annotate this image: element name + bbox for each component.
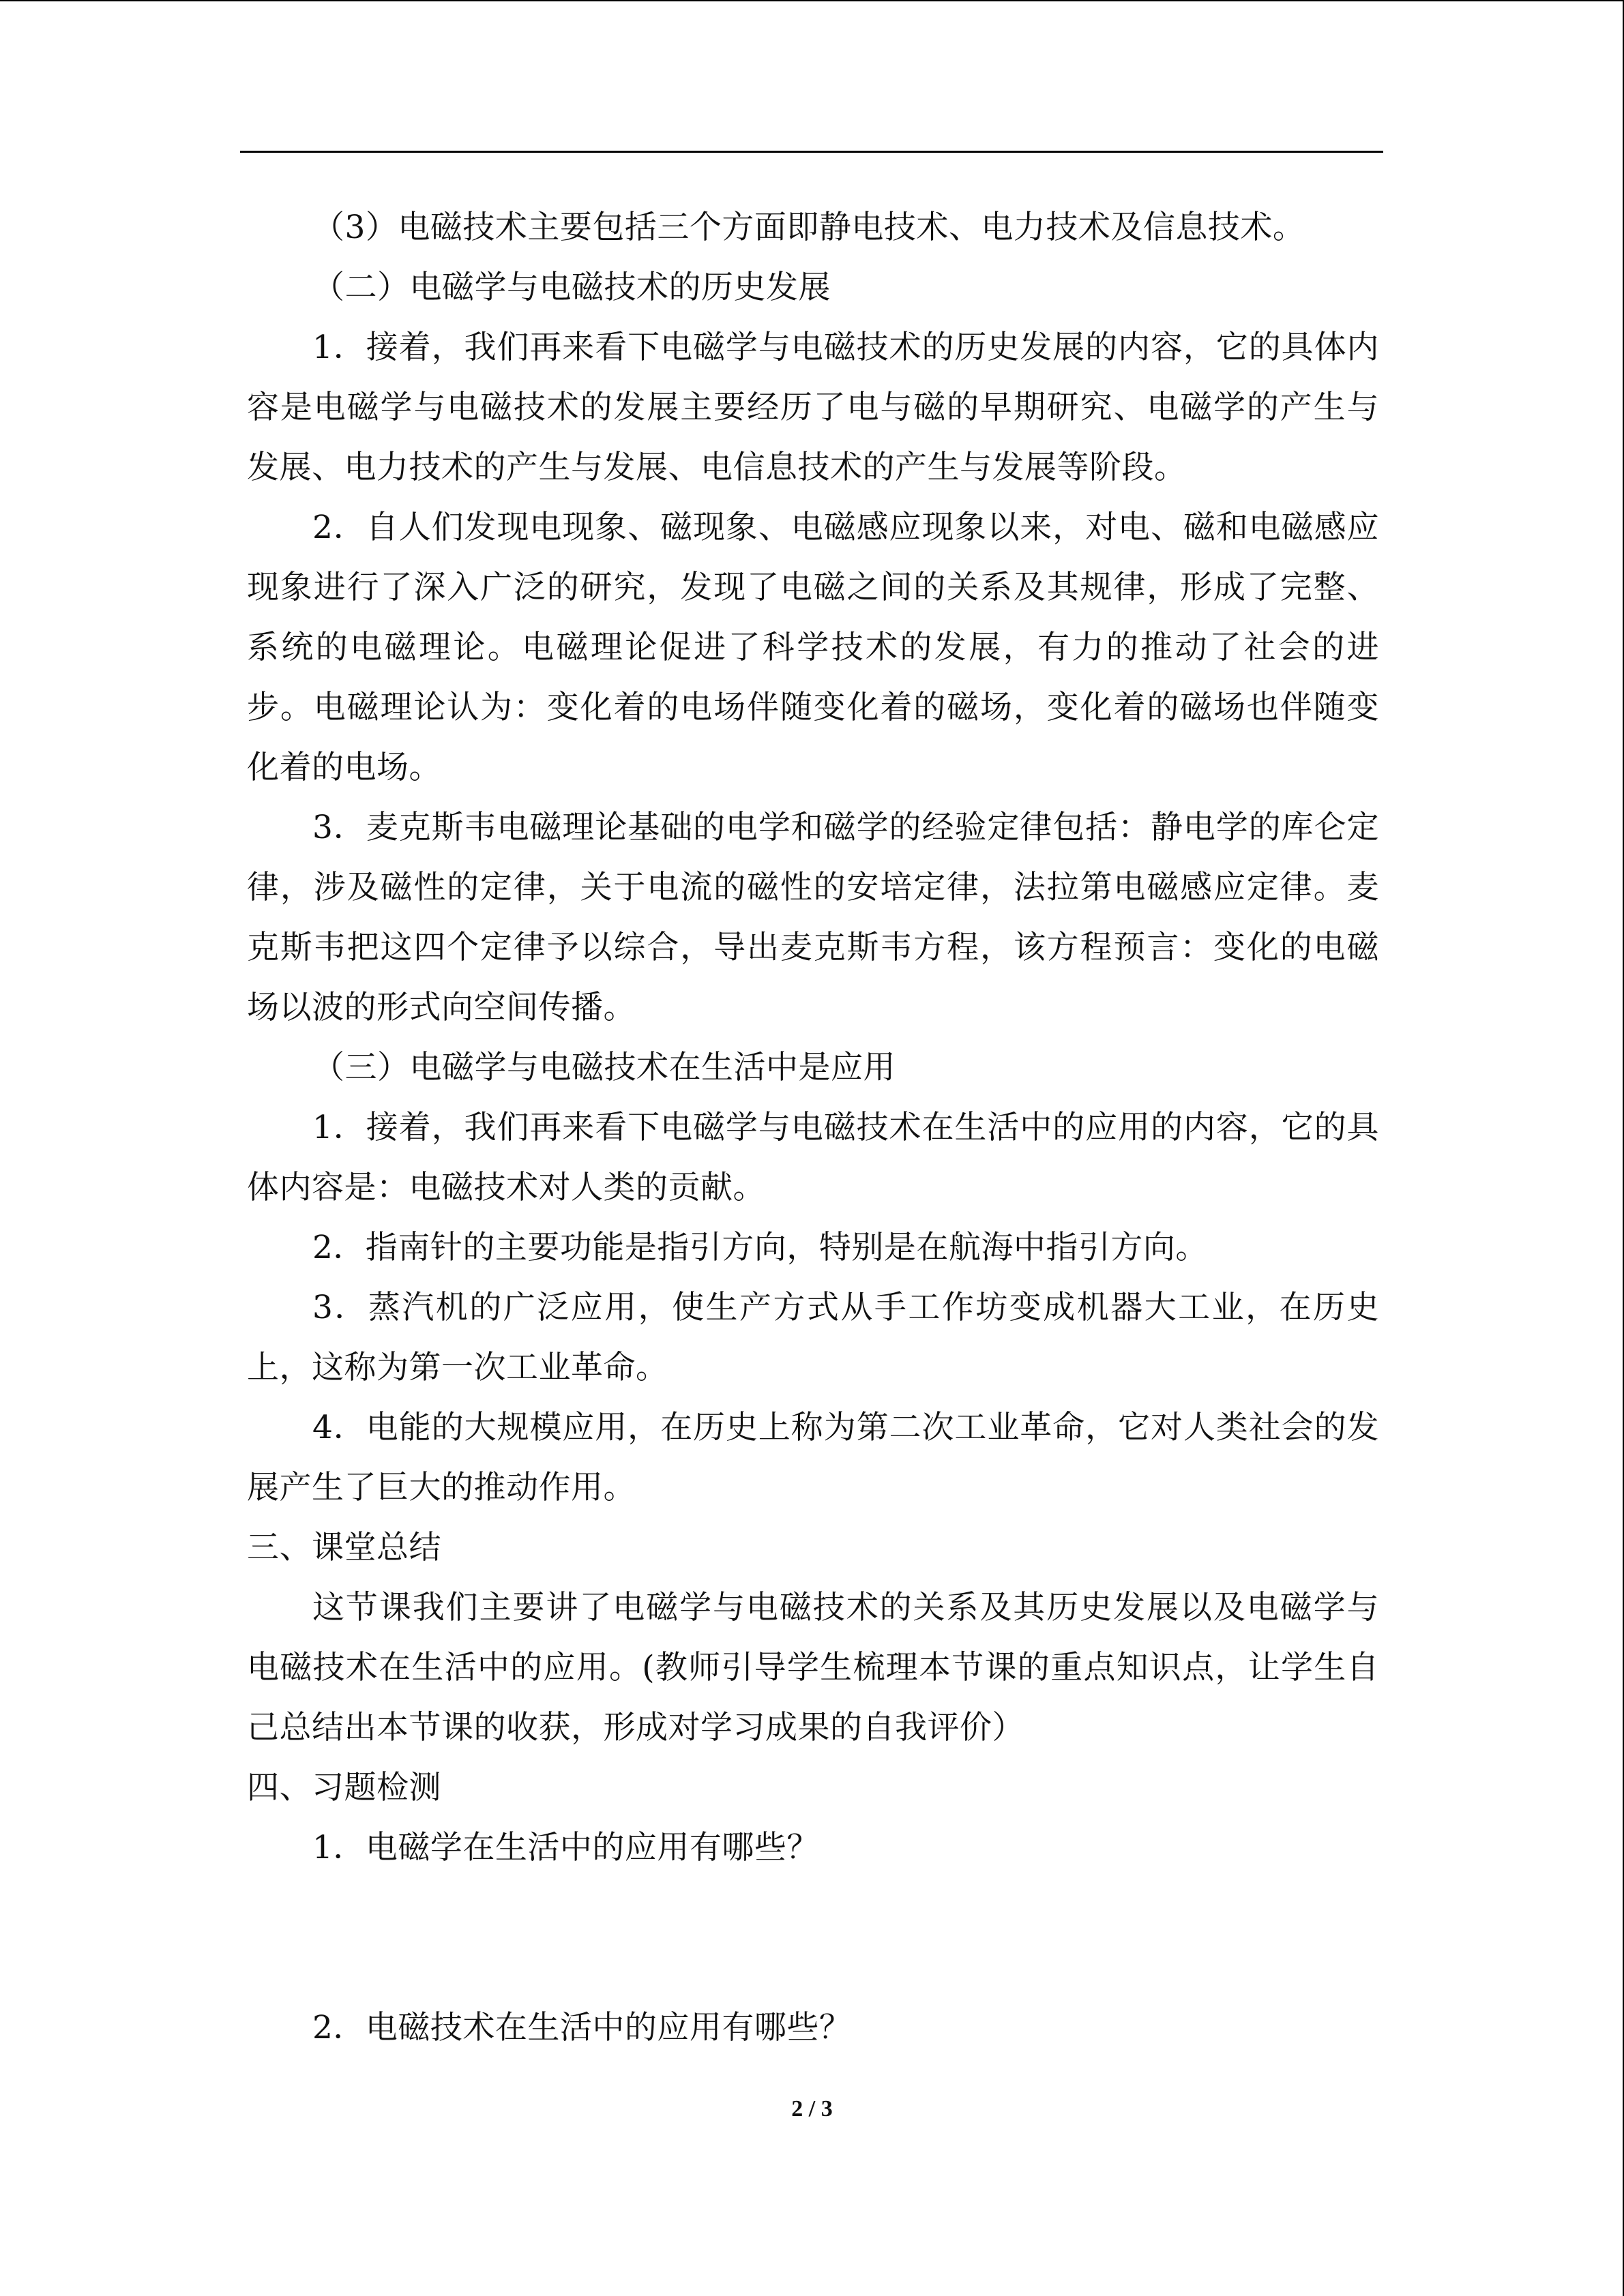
page-number: 2 / 3 [791,2096,833,2121]
exercise-question-1: 1．电磁学在生活中的应用有哪些？ [312,1829,819,1866]
exercise-question-2: 2．电磁技术在生活中的应用有哪些？ [312,2009,852,2046]
paragraph-summary: 这节课我们主要讲了电磁学与电磁技术的关系及其历史发展以及电磁学与电磁技术在生活中的应用。(教师引导学生梳理本节课的重点知识点，让学生自己总结出本节课的收获，形成对学习成果的自我评价） [247,1589,1379,1746]
section-heading-applications: （三）电磁学与电磁技术在生活中是应用 [312,1049,896,1086]
section-heading-exercises: 四、习题检测 [247,1769,441,1806]
paragraph-applications-4: 4．电能的大规模应用，在历史上称为第二次工业革命，它对人类社会的发展产生了巨大的推动作用。 [247,1409,1379,1506]
paragraph-applications-2: 2．指南针的主要功能是指引方向，特别是在航海中指引方向。 [312,1229,1208,1266]
section-heading-history: （二）电磁学与电磁技术的历史发展 [312,269,831,306]
section-heading-summary: 三、课堂总结 [247,1529,441,1566]
answer-space [247,1878,1379,1998]
document-body [247,198,1379,2058]
paragraph-history-1: 1．接着，我们再来看下电磁学与电磁技术的历史发展的内容，它的具体内容是电磁学与电磁技术的发展主要经历了电与磁的早期研究、电磁学的产生与发展、电力技术的产生与发展、电信息技术的产生与发展等阶段。 [247,329,1379,486]
header-rule [240,151,1383,153]
paragraph-history-2: 2．自人们发现电现象、磁现象、电磁感应现象以来，对电、磁和电磁感应现象进行了深入广泛的研究，发现了电磁之间的关系及其规律，形成了完整、系统的电磁理论。电磁理论促进了科学技术的发展，有力的推动了社会的进步。电磁理论认为：变化着的电场伴随变化着的磁场，变化着的磁场也伴随变化着的电场。 [247,509,1379,786]
paragraph-history-3: 3．麦克斯韦电磁理论基础的电学和磁学的经验定律包括：静电学的库仑定律，涉及磁性的定律，关于电流的磁性的安培定律，法拉第电磁感应定律。麦克斯韦把这四个定律予以综合，导出麦克斯韦方程，该方程预言：变化的电磁场以波的形式向空间传播。 [247,809,1379,1026]
paragraph-electromagnetic-tech-aspects: （3）电磁技术主要包括三个方面即静电技术、电力技术及信息技术。 [312,209,1305,246]
paragraph-applications-1: 1．接着，我们再来看下电磁学与电磁技术在生活中的应用的内容，它的具体内容是：电磁技术对人类的贡献。 [247,1109,1379,1206]
paragraph-applications-3: 3．蒸汽机的广泛应用，使生产方式从手工作坊变成机器大工业，在历史上，这称为第一次工业革命。 [247,1289,1379,1386]
